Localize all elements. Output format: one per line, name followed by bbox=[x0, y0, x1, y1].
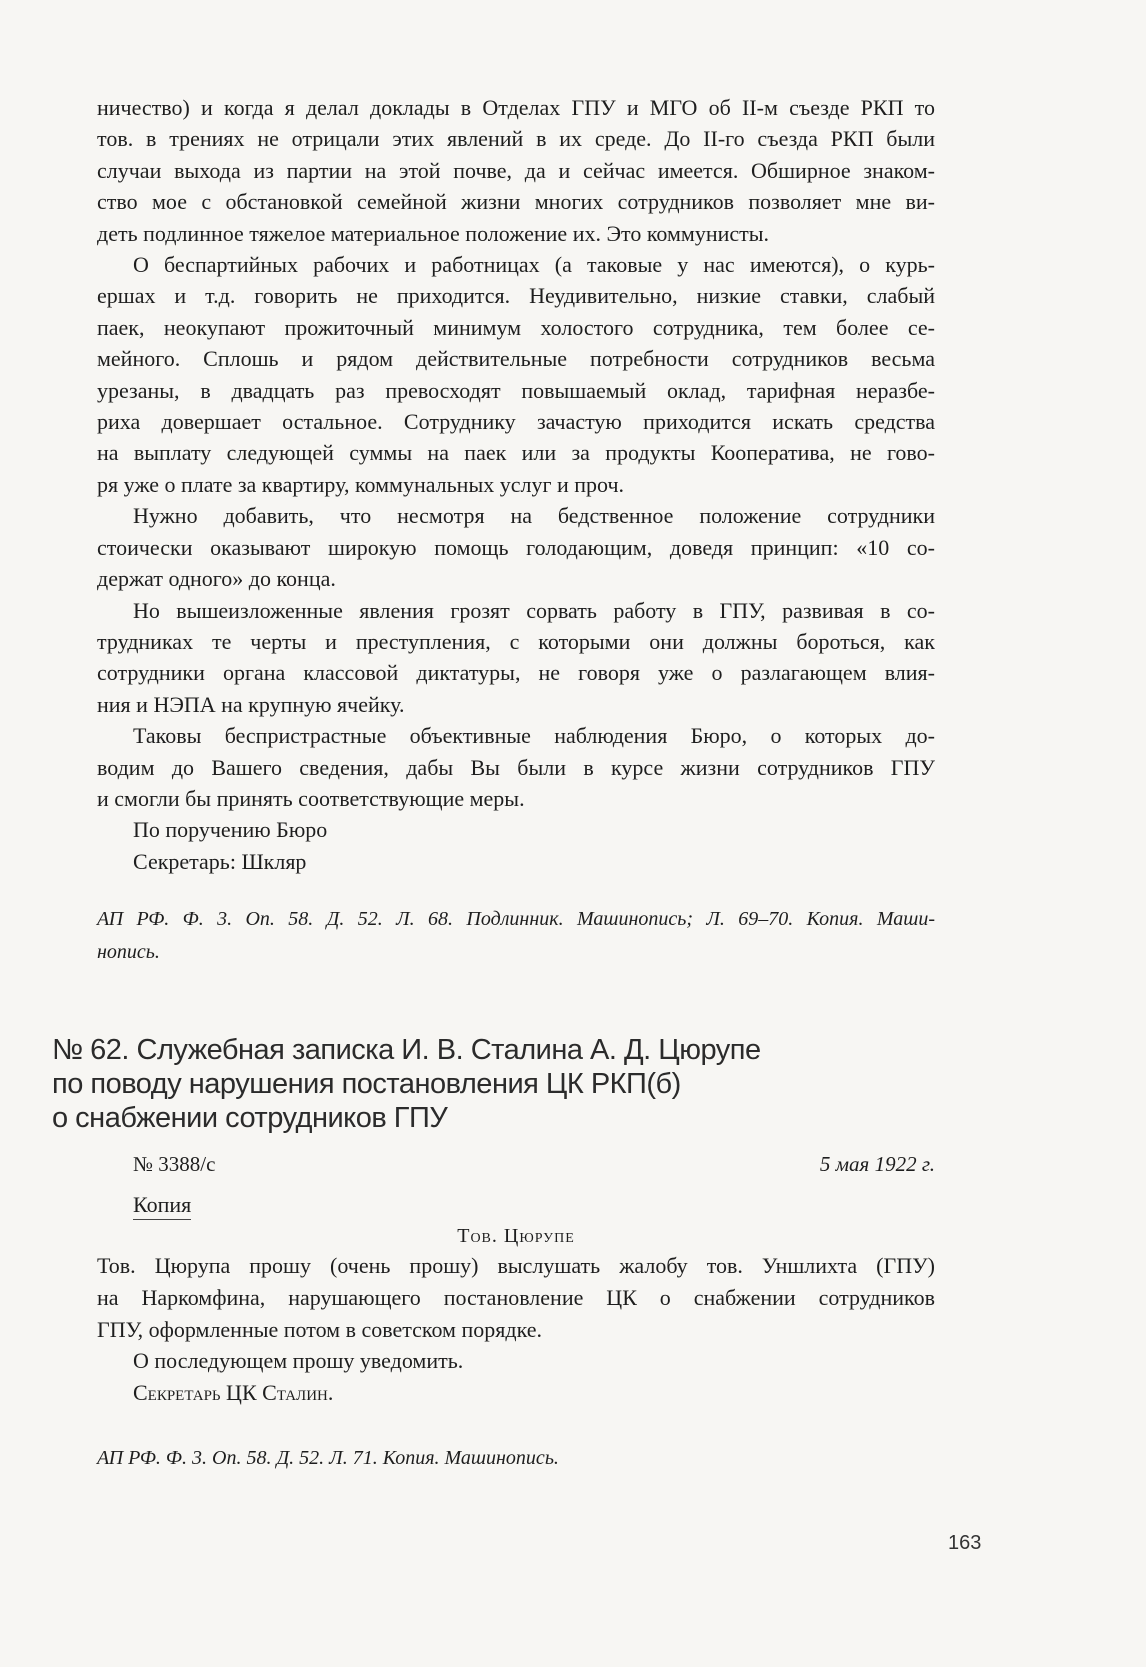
text-line: ство мое с обстановкой семейной жизни многих сотрудников позволяет мне ви- bbox=[97, 189, 935, 215]
text-line: урезаны, в двадцать раз превосходят повышаемый оклад, тарифная неразбе- bbox=[97, 377, 935, 403]
text-line: нопись. bbox=[97, 941, 160, 963]
text-line: мейного. Сплошь и рядом действительные потребности сотрудников весьма bbox=[97, 346, 935, 372]
text-line: Секретарь ЦК Сталин. bbox=[133, 1380, 334, 1406]
text-line: риха довершает остальное. Сотруднику зачастую приходится искать средства bbox=[97, 409, 935, 435]
text-line: деть подлинное тяжелое материальное положение их. Это коммунисты. bbox=[97, 220, 770, 246]
document-heading bbox=[52, 1033, 952, 1135]
text-line: тов. в трениях не отрицали этих явлений в их среде. До II-го съезда РКП были bbox=[97, 126, 935, 152]
text-line: ничество) и когда я делал доклады в Отделах ГПУ и МГО об II-м съезде РКП то bbox=[97, 95, 935, 120]
memo-body bbox=[97, 1250, 935, 1409]
text-line: трудниках те черты и преступления, с которыми они должны бороться, как bbox=[97, 628, 935, 654]
text-line: Таковы беспристрастные объективные наблюдения Бюро, о которых до- bbox=[133, 723, 935, 749]
copy-label: Копия bbox=[133, 1191, 191, 1220]
text-line: Тов. Цюрупа прошу (очень прошу) выслушать жалобу тов. Уншлихта (ГПУ) bbox=[97, 1253, 935, 1278]
text-line: По поручению Бюро bbox=[133, 817, 328, 843]
text-line: водим до Вашего сведения, дабы Вы были в курсе жизни сотрудников ГПУ bbox=[97, 754, 935, 780]
text-line: Нужно добавить, что несмотря на бедственное положение сотрудники bbox=[133, 503, 935, 529]
text-line: и смогли бы принять соответствующие меры. bbox=[97, 785, 525, 811]
text-line: стоически оказывают широкую помощь голодающим, доведя принцип: «10 со- bbox=[97, 534, 935, 560]
text-line: случаи выхода из партии на этой почве, да и сейчас имеется. Обширное знаком- bbox=[97, 157, 935, 183]
text-line: Секретарь: Шкляр bbox=[133, 848, 307, 874]
text-line: О последующем прошу уведомить. bbox=[133, 1348, 464, 1374]
heading-line: по поводу нарушения постановления ЦК РКП(б) bbox=[52, 1068, 681, 1100]
text-line: ершах и т.д. говорить не приходится. Неудивительно, низкие ставки, слабый bbox=[97, 283, 935, 309]
text-line: ря уже о плате за квартиру, коммунальных услуг и проч. bbox=[97, 471, 625, 497]
addressee: Тов. Цюрупе bbox=[457, 1225, 575, 1247]
archive-citation bbox=[97, 903, 935, 969]
page-number: 163 bbox=[948, 1532, 982, 1554]
document-body-continuation bbox=[97, 92, 935, 877]
text-line: АП РФ. Ф. 3. Оп. 58. Д. 52. Л. 71. Копия. Машинопись. bbox=[97, 1447, 559, 1469]
text-line: Но вышеизложенные явления грозят сорвать работу в ГПУ, развивая в со- bbox=[133, 597, 935, 623]
text-line: на Наркомфина, нарушающего постановление ЦК о снабжении сотрудников bbox=[97, 1284, 935, 1310]
document-date: 5 мая 1922 г. bbox=[819, 1152, 935, 1176]
heading-line: о снабжении сотрудников ГПУ bbox=[52, 1102, 448, 1134]
text-line: О беспартийных рабочих и работницах (а таковые у нас имеются), о курь- bbox=[133, 252, 935, 278]
text-line: на выплату следующей суммы на паек или за продукты Кооператива, не гово- bbox=[97, 440, 935, 466]
text-line: сотрудники органа классовой диктатуры, не говоря уже о разлагающем влия- bbox=[97, 660, 935, 686]
text-line: ния и НЭПА на крупную ячейку. bbox=[97, 691, 405, 717]
document-number: № 3388/с bbox=[133, 1152, 216, 1176]
text-line: паек, неокупают прожиточный минимум холостого сотрудника, тем более се- bbox=[97, 314, 935, 340]
archive-citation bbox=[97, 1442, 935, 1475]
text-line: АП РФ. Ф. 3. Оп. 58. Д. 52. Л. 68. Подлинник. Машинопись; Л. 69–70. Копия. Маши- bbox=[97, 908, 935, 930]
text-line: ГПУ, оформленные потом в советском порядке. bbox=[97, 1316, 542, 1342]
text-line: держат одного» до конца. bbox=[97, 566, 336, 592]
heading-line: № 62. Служебная записка И. В. Сталина А. Д. Цюрупе bbox=[52, 1034, 761, 1066]
